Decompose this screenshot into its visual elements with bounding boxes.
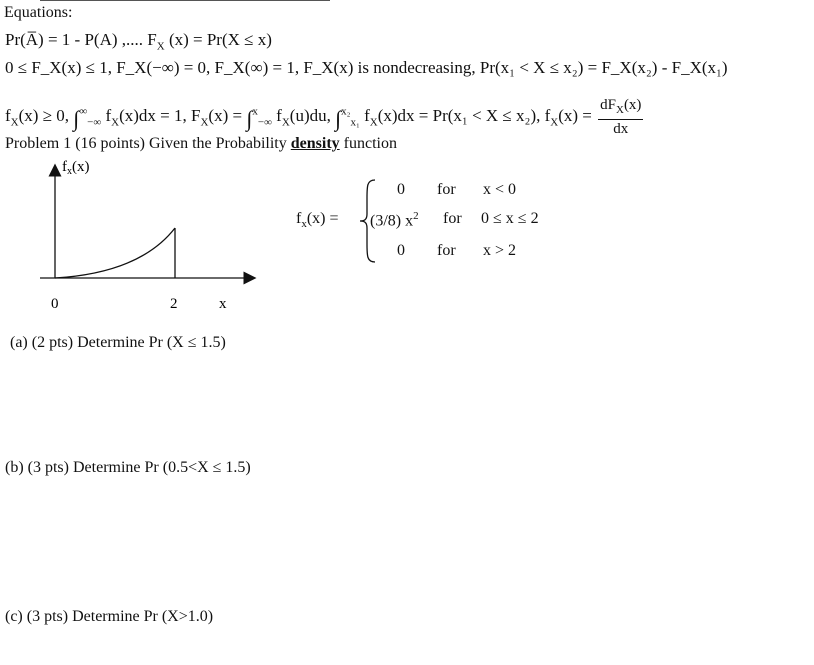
case-row-3-cond bbox=[437, 242, 456, 260]
eq3-F-sub: X bbox=[200, 116, 209, 129]
top-rule bbox=[40, 0, 330, 1]
int1-upper: ∞ bbox=[79, 105, 88, 118]
case-row-2 bbox=[370, 210, 419, 230]
int3-upper: x₂ bbox=[341, 105, 351, 118]
eq1-sub: X bbox=[156, 40, 165, 53]
frac-denominator: dx bbox=[613, 121, 629, 137]
eq3-f1: f bbox=[5, 105, 11, 125]
equation-line-1 bbox=[5, 30, 272, 52]
case-row-3-range bbox=[483, 242, 516, 260]
case-2-sup: 2 bbox=[413, 210, 419, 222]
eq3-f2-end: (x)dx = 1, F bbox=[119, 105, 201, 125]
graph-y-label: $f_x(x)$ bbox=[62, 159, 90, 177]
case-row-1-cond bbox=[437, 181, 456, 199]
frac-numerator bbox=[598, 96, 643, 120]
case-2-value: (3/8) x bbox=[370, 212, 414, 230]
eq3-f3-sub: X bbox=[281, 116, 290, 129]
problem-prefix: Problem 1 (16 points) Given the Probability bbox=[5, 135, 291, 152]
integral-sign: ∫ bbox=[246, 105, 253, 131]
question-c: (c) (3 pts) Determine Pr (X>1.0) bbox=[5, 608, 214, 625]
eq3-f3: f bbox=[276, 105, 282, 125]
density-label bbox=[296, 210, 339, 230]
case-1-value: 0 bbox=[397, 181, 405, 198]
eq3-F-end: (x) = bbox=[208, 105, 247, 125]
problem-emphasis: density bbox=[290, 135, 340, 152]
density-graph bbox=[0, 150, 290, 320]
eq3-f1-end: (x) ≥ 0, bbox=[18, 105, 74, 125]
equation-line-3 bbox=[5, 96, 643, 138]
question-a: (a) (2 pts) Determine Pr (X ≤ 1.5) bbox=[10, 334, 226, 351]
eq3-f1-sub: X bbox=[10, 116, 19, 129]
case-3-value: 0 bbox=[397, 242, 405, 259]
question-b: (b) (3 pts) Determine Pr (0.5<X ≤ 1.5) bbox=[5, 459, 251, 476]
problem-suffix: function bbox=[339, 135, 397, 152]
eq3-f2-sub: X bbox=[111, 116, 120, 129]
case-3-condition: x > 2 bbox=[483, 242, 517, 259]
case-row-2-cond bbox=[443, 210, 462, 228]
tick-label-0: 0 bbox=[51, 296, 59, 312]
int2-lower: −∞ bbox=[257, 116, 272, 129]
case-1-condition: x < 0 bbox=[483, 181, 517, 198]
tick-label-2: 2 bbox=[170, 296, 178, 312]
case-2-condition: 0 ≤ x ≤ 2 bbox=[481, 210, 539, 227]
eq3-f5-sub: X bbox=[550, 116, 559, 129]
eq3-f3-end: (u)du, bbox=[289, 105, 336, 125]
case-1-for: for bbox=[437, 181, 456, 198]
int2-upper: x bbox=[252, 105, 258, 118]
density-label-sub: x bbox=[301, 218, 307, 231]
eq1-text-b: (x) = Pr(X ≤ x) bbox=[164, 30, 272, 49]
frac-num-sub: X bbox=[615, 104, 624, 116]
eq1-text-a: Pr(A̅) = 1 - P(A) ,.... F bbox=[5, 30, 157, 49]
graph-x-label: x bbox=[219, 296, 227, 312]
equation-line-2: 0 ≤ F_X(x) ≤ 1, F_X(−∞) = 0, F_X(∞) = 1, F_X(x) is nondecreasing, Pr(x₁ < X ≤ x₂) = F_X(x₂) - F_X(x₁) bbox=[5, 58, 728, 77]
eq3-f4: f bbox=[364, 105, 370, 125]
density-curve bbox=[55, 228, 175, 278]
int3-lower: x₁ bbox=[350, 116, 360, 129]
eq3-f4-end: (x)dx = Pr(x₁ < X ≤ x₂), f bbox=[377, 105, 551, 125]
case-2-for: for bbox=[443, 210, 462, 227]
int1-lower: −∞ bbox=[87, 116, 102, 129]
case-row-1-range bbox=[483, 181, 516, 199]
case-row-1 bbox=[397, 181, 405, 199]
frac-num-a: dF bbox=[600, 97, 616, 113]
eq3-f5-end: (x) = bbox=[558, 105, 597, 125]
equations-heading: Equations: bbox=[4, 4, 73, 21]
frac-num-end: (x) bbox=[623, 97, 642, 113]
case-row-3 bbox=[397, 242, 405, 260]
integral-sign: ∫ bbox=[335, 105, 342, 131]
case-3-for: for bbox=[437, 242, 456, 259]
density-label-f: f bbox=[296, 210, 302, 227]
derivative-fraction bbox=[598, 96, 643, 138]
eq3-f4-sub: X bbox=[369, 116, 378, 129]
density-label-end: (x) = bbox=[306, 210, 339, 227]
eq3-f2: f bbox=[105, 105, 112, 125]
case-row-2-range bbox=[481, 210, 539, 228]
integral-sign: ∫ bbox=[73, 105, 80, 131]
